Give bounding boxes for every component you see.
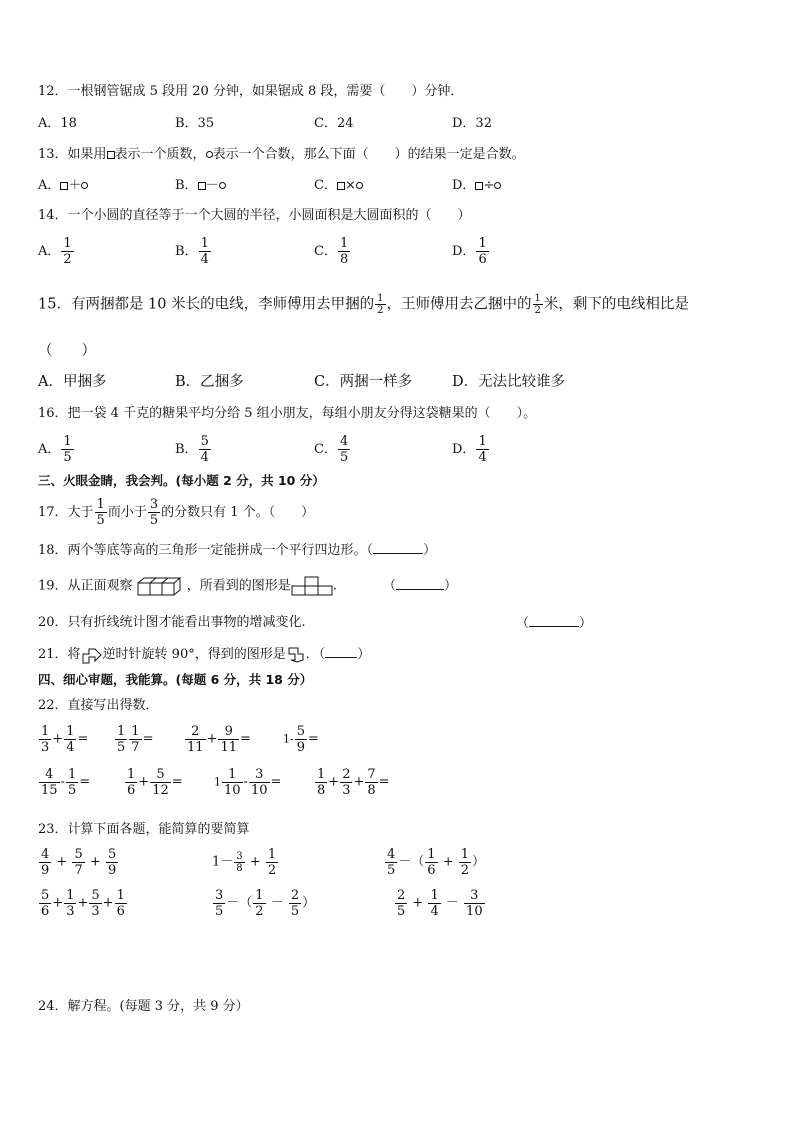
answer-blank[interactable] [373, 541, 423, 554]
fraction: $\frac{5}{4}$ [200, 434, 209, 465]
fraction: $\frac{1}{2}$ [534, 293, 541, 316]
fraction: $\frac{3}{5}$ [149, 497, 159, 528]
square-symbol-icon [337, 182, 345, 190]
q14-option-d: D． $\frac{1}{6}$ [452, 236, 487, 267]
q16-option-c: C． $\frac{4}{5}$ [314, 434, 349, 465]
q23-expr-1: $\frac{4}{9}$ + $\frac{5}{7}$ + $\frac{5}{9}$ [41, 847, 117, 878]
q16-option-a: A． $\frac{1}{5}$ [38, 434, 72, 465]
q20: 20．只有折线统计图才能看出事物的增减变化. [38, 615, 306, 630]
q23-expr-6: $\frac{2}{5}$ + $\frac{1}{4}$ － $\frac{3}{10}$ [397, 888, 483, 919]
q24-stem: 24．解方程。(每题 3 分，共 9 分） [38, 999, 249, 1014]
q13-option-c: C． × [314, 177, 363, 195]
q16-option-d: D． $\frac{1}{4}$ [452, 434, 487, 465]
front-view-shape-icon [291, 576, 333, 596]
q22-expr-1: $\frac{1}{3}$ + $\frac{1}{4}$ = [41, 724, 89, 755]
fraction: $\frac{1}{5}$ [63, 434, 72, 465]
q21: 21．将 逆时针旋转 90°，得到的图形是 ．（ ） [38, 647, 371, 662]
q23-expr-4: $\frac{5}{6}$ + $\frac{1}{3}$ + $\frac{5}{3}$ + $\frac{1}{6}$ [41, 888, 125, 919]
q12-stem: 12．一根钢管锯成 5 段用 20 分钟，如果锯成 8 段，需要（ ）分钟． [38, 84, 464, 99]
q18: 18．两个等底等高的三角形一定能拼成一个平行四边形。（ ） [38, 543, 437, 558]
q16-option-b: B． $\frac{5}{4}$ [175, 434, 209, 465]
q13-option-a: A． ＋ [38, 177, 88, 195]
q15-option-d: D．无法比较谁多 [452, 374, 566, 390]
circle-symbol-icon [219, 182, 226, 189]
rotated-arrow-shape-icon [286, 646, 306, 664]
q22-expr-6: $\frac{1}{6}$ + $\frac{5}{12}$ = [127, 767, 183, 798]
answer-blank[interactable] [529, 614, 579, 627]
section-4-heading: 四、细心审题，我能算。(每题 6 分，共 18 分） [38, 672, 313, 687]
q12-option-b: B．35 [175, 116, 215, 131]
square-symbol-icon [107, 151, 115, 159]
q23-expr-5: $\frac{3}{5}$ －（ $\frac{1}{2}$ － $\frac{2}{5}$ ） [215, 888, 316, 919]
q22-stem: 22．直接写出得数． [38, 698, 159, 713]
circle-symbol-icon [206, 151, 213, 158]
q12-option-d: D．32 [452, 116, 492, 131]
q13-option-b: B． － [175, 177, 226, 195]
answer-blank[interactable] [396, 577, 444, 590]
q20-answer: （ ） [516, 616, 593, 631]
q15-option-b: B．乙捆多 [175, 374, 244, 390]
q22-expr-5: $\frac{4}{15}$ - $\frac{1}{5}$ = [41, 767, 91, 798]
q22-expr-8: $\frac{1}{8}$ + $\frac{2}{3}$ + $\frac{7}{8}$ = [317, 767, 390, 798]
fraction: $\frac{1}{8}$ [339, 236, 349, 267]
q23-expr-2: 1－ $\frac{3}{8}$ + $\frac{1}{2}$ [212, 847, 277, 878]
fraction: $\frac{1}{4}$ [200, 236, 209, 267]
fraction: $\frac{1}{2}$ [377, 293, 384, 316]
arrow-shape-icon [81, 646, 103, 664]
q12-option-c: C．24 [314, 116, 354, 131]
q17: 17．大于 $\frac{1}{5}$ 而小于 $\frac{3}{5}$ 的分数只有 1 个。（ ） [38, 497, 315, 528]
q15-option-c: C．两捆一样多 [314, 374, 413, 390]
q13-option-d: D． ÷ [452, 177, 501, 195]
q22-expr-7: 1 $\frac{1}{10}$ - $\frac{3}{10}$ = [214, 767, 282, 798]
q14-option-a: A． $\frac{1}{2}$ [38, 236, 72, 267]
circle-symbol-icon [356, 182, 363, 189]
fraction: $\frac{4}{5}$ [339, 434, 349, 465]
q22-expr-3: $\frac{2}{11}$ + $\frac{9}{11}$ = [187, 724, 251, 755]
q23-expr-3: $\frac{4}{5}$ －（ $\frac{1}{6}$ + $\frac{1}{2}$ ） [387, 847, 486, 878]
q23-stem: 23．计算下面各题，能简算的要简算 [38, 822, 250, 837]
q15-stem: 15．有两捆都是 10 米长的电线，李师傅用去甲捆的 $\frac{1}{2}$ ，王师傅用去乙捆中的 $\frac{1}{2}$ 米，剩下的电线相比是 [38, 293, 689, 316]
q19: 19．从正面观察 ，所看到的图形是 . （ ） [38, 576, 457, 596]
section-3-heading: 三、火眼金睛，我会判。(每小题 2 分，共 10 分） [38, 473, 325, 488]
q14-option-c: C． $\frac{1}{8}$ [314, 236, 349, 267]
q15-answer-paren: （ ） [38, 343, 96, 359]
q15-option-a: A．甲捆多 [38, 374, 107, 390]
q22-expr-4: 1- $\frac{5}{9}$ = [283, 724, 319, 755]
cube-stack-3d-icon [137, 576, 187, 596]
q12-option-a: A．18 [38, 116, 77, 131]
q16-stem: 16．把一袋 4 千克的糖果平均分给 5 组小朋友，每组小朋友分得这袋糖果的（ ）。 [38, 406, 537, 421]
answer-blank[interactable] [325, 645, 357, 658]
circle-symbol-icon [494, 182, 501, 189]
fraction: $\frac{1}{2}$ [63, 236, 72, 267]
square-symbol-icon [198, 182, 206, 190]
q14-option-b: B． $\frac{1}{4}$ [175, 236, 209, 267]
fraction: $\frac{1}{6}$ [478, 236, 487, 267]
q14-stem: 14．一个小圆的直径等于一个大圆的半径，小圆面积是大圆面积的（ ） [38, 208, 471, 223]
fraction: $\frac{1}{4}$ [478, 434, 487, 465]
q22-expr-2: $\frac{1}{5}$ $\frac{1}{7}$ = [117, 724, 154, 755]
fraction: $\frac{1}{5}$ [96, 497, 105, 528]
circle-symbol-icon [81, 182, 88, 189]
q13-stem: 13．如果用 表示一个质数， 表示一个合数，那么下面（ ）的结果一定是合数。 [38, 147, 525, 162]
